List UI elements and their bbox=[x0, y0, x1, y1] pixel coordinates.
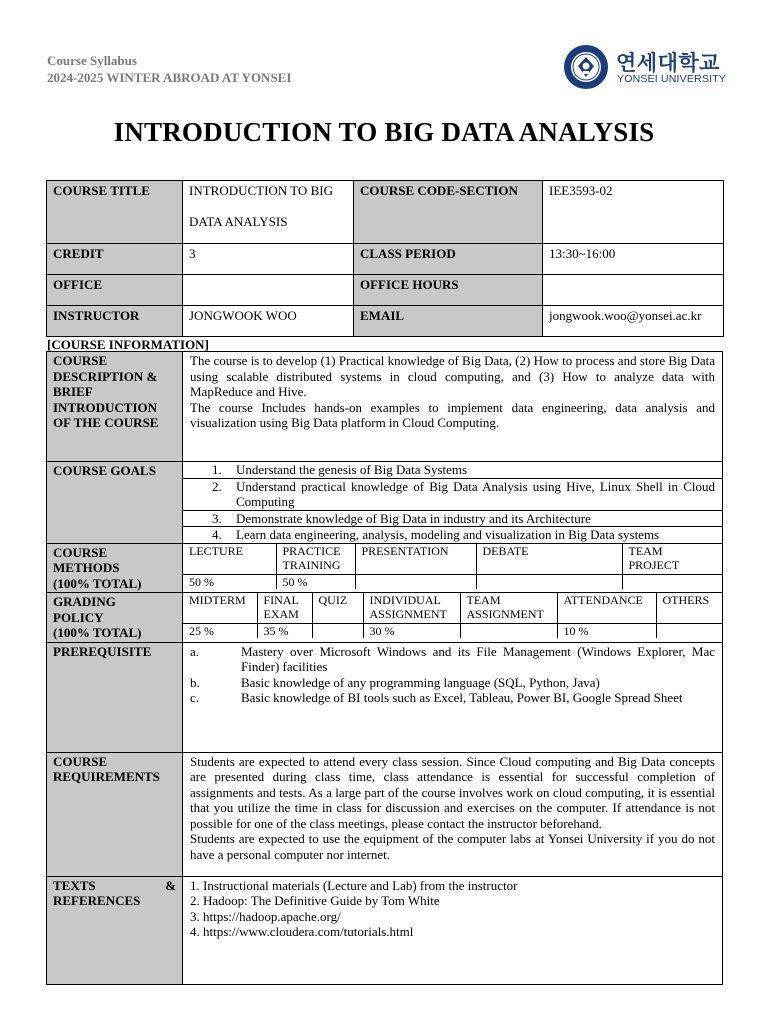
label-prerequisite: PREREQUISITE bbox=[47, 642, 183, 752]
value-office-hours bbox=[543, 275, 724, 306]
description-paragraph: The course is to develop (1) Practical knowledge of Big Data, (2) How to process and store Big Data using scalable distributed systems in cloud computing, and (3) How to analyze data with MapReduce and Hive. bbox=[190, 353, 715, 399]
grading-value: 25 % bbox=[183, 623, 257, 638]
method-header: LECTURE bbox=[189, 543, 243, 558]
header-line-term: 2024-2025 WINTER ABROAD AT YONSEI bbox=[47, 70, 292, 85]
logo-korean-text: 연세대학교 bbox=[616, 51, 720, 75]
requirements-label-line: COURSE bbox=[53, 753, 108, 769]
grading-header: TEAM ASSIGNMENT bbox=[460, 593, 557, 623]
description-label-line: BRIEF bbox=[53, 384, 93, 399]
prerequisite-key: c. bbox=[190, 690, 200, 705]
course-goals bbox=[183, 462, 723, 544]
goal-item bbox=[183, 462, 722, 479]
label-credit: CREDIT bbox=[47, 244, 183, 275]
label-class-period: CLASS PERIOD bbox=[354, 244, 543, 275]
description-label-line: INTRODUCTION bbox=[53, 399, 158, 415]
value-email: jongwook.woo@yonsei.ac.kr bbox=[543, 306, 724, 337]
grading-value: 35 % bbox=[257, 623, 312, 638]
goal-number: 3. bbox=[212, 510, 222, 526]
methods-label-line: (100% TOTAL) bbox=[53, 575, 142, 591]
reference-item: 1. Instructional materials (Lecture and Lab) from the instructor bbox=[190, 877, 518, 893]
course-requirements bbox=[183, 752, 723, 876]
label-instructor: INSTRUCTOR bbox=[47, 306, 183, 337]
prerequisite-text: Mastery over Microsoft Windows and its File Management (Windows Explorer, Mac Finder) facilities bbox=[241, 643, 715, 674]
label-office-hours: OFFICE HOURS bbox=[354, 275, 543, 306]
requirements-paragraph: Students are expected to attend every class session. Since Cloud computing and Big Data concepts are presented during class time, class attendance is essential for successful completion of assignments and tests. As a large part of the course involves work on cloud computing, it is essential that you utilize the time in class for discussion and exercises on the computer. If attendance is not possible for one of the class meetings, please contact the instructor beforehand. bbox=[190, 753, 715, 831]
grading-value bbox=[460, 623, 557, 638]
reference-item: 2. Hadoop: The Definitive Guide by Tom White bbox=[190, 893, 440, 908]
prerequisite-item bbox=[190, 690, 715, 706]
method-value: 50 % bbox=[183, 575, 276, 590]
prerequisite-text: Basic knowledge of any programming language (SQL, Python, Java) bbox=[241, 674, 600, 690]
prerequisite-item bbox=[190, 644, 715, 675]
prerequisite-text: Basic knowledge of BI tools such as Excel, Tableau, Power BI, Google Spread Sheet bbox=[241, 690, 683, 705]
method-header: PRACTICE TRAINING bbox=[276, 544, 355, 575]
prerequisite bbox=[183, 642, 723, 752]
course-details-table bbox=[46, 351, 723, 985]
label-course-goals: COURSE GOALS bbox=[47, 462, 183, 544]
goal-text: Learn data engineering, analysis, modeling and visualization in Big Data systems bbox=[236, 527, 660, 542]
requirements-label-line: REQUIREMENTS bbox=[53, 769, 160, 784]
value-class-period: 13:30~16:00 bbox=[543, 244, 724, 275]
grading-header: OTHERS bbox=[656, 593, 722, 623]
goal-text: Demonstrate knowledge of Big Data in industry and its Architecture bbox=[236, 510, 591, 526]
method-value: 50 % bbox=[276, 575, 355, 590]
label-course-title: COURSE TITLE bbox=[47, 181, 183, 244]
course-description bbox=[183, 352, 723, 462]
course-methods bbox=[183, 543, 723, 593]
course-information-heading: [COURSE INFORMATION] bbox=[47, 337, 209, 352]
course-title-line1: INTRODUCTION TO BIG bbox=[189, 183, 333, 198]
value-instructor: JONGWOOK WOO bbox=[183, 306, 354, 337]
grading-label-line: (100% TOTAL) bbox=[53, 625, 142, 640]
texts-references bbox=[183, 876, 723, 984]
texts-label-word: TEXTS bbox=[53, 877, 96, 893]
course-info-table bbox=[46, 180, 724, 337]
document-title: INTRODUCTION TO BIG DATA ANALYSIS bbox=[113, 117, 655, 147]
prerequisite-key: a. bbox=[190, 643, 200, 659]
goal-item bbox=[183, 479, 722, 511]
requirements-paragraph: Students are expected to use the equipment of the computer labs at Yonsei University if you do not have a personal computer nor internet. bbox=[190, 831, 715, 862]
grading-header: FINAL EXAM bbox=[257, 593, 312, 623]
label-course-description bbox=[47, 352, 183, 462]
method-value bbox=[355, 575, 476, 590]
label-texts-references bbox=[47, 876, 183, 984]
grading-header: MIDTERM bbox=[189, 593, 246, 607]
description-label-line: DESCRIPTION & bbox=[53, 368, 158, 384]
goal-number: 4. bbox=[212, 527, 222, 542]
goal-text: Understand the genesis of Big Data Systems bbox=[236, 462, 468, 477]
grading-header: INDIVIDUAL ASSIGNMENT bbox=[363, 593, 460, 623]
texts-label-amp: & bbox=[165, 877, 176, 893]
value-office bbox=[183, 275, 354, 306]
goals-list bbox=[183, 462, 722, 543]
methods-label-line: COURSE bbox=[53, 544, 108, 560]
prerequisite-key: b. bbox=[190, 674, 200, 690]
grading-value: 30 % bbox=[363, 623, 460, 638]
goal-item bbox=[183, 527, 722, 543]
label-course-methods bbox=[47, 543, 183, 593]
grading-table bbox=[183, 593, 722, 638]
grading-value: 10 % bbox=[557, 623, 656, 638]
course-title-line2: DATA ANALYSIS bbox=[189, 214, 288, 229]
logo-english-text: YONSEI UNIVERSITY bbox=[617, 73, 727, 85]
goal-text: Understand practical knowledge of Big Data Analysis using Hive, Linux Shell in Cloud Computing bbox=[236, 478, 715, 509]
value-course-title bbox=[183, 181, 354, 244]
grading-label-line: GRADING bbox=[53, 594, 116, 609]
method-header: TEAM PROJECT bbox=[622, 544, 722, 575]
reference-item: 4. https://www.cloudera.com/tutorials.html bbox=[190, 924, 414, 939]
yonsei-logo bbox=[563, 44, 725, 92]
description-paragraph: The course Includes hands-on examples to implement data engineering, data analysis and visualization using Big Data platform in Cloud Computing. bbox=[190, 399, 715, 430]
grading-value bbox=[312, 623, 363, 638]
grading-header: ATTENDANCE bbox=[557, 593, 656, 623]
description-label-line: OF THE COURSE bbox=[53, 415, 159, 430]
label-course-code: COURSE CODE-SECTION bbox=[354, 181, 543, 244]
grading-header: QUIZ bbox=[312, 593, 363, 623]
value-credit: 3 bbox=[183, 244, 354, 275]
header-line-syllabus: Course Syllabus bbox=[47, 53, 137, 68]
methods-table bbox=[183, 544, 722, 590]
goal-number: 2. bbox=[212, 478, 222, 494]
texts-label-line: REFERENCES bbox=[53, 893, 141, 908]
grading-policy bbox=[183, 593, 723, 643]
grading-value bbox=[656, 623, 722, 638]
method-header: PRESENTATION bbox=[355, 544, 476, 575]
description-label-line: COURSE bbox=[53, 353, 108, 368]
goal-item bbox=[183, 511, 722, 528]
texts-label-line bbox=[53, 878, 176, 894]
goal-number: 1. bbox=[212, 462, 222, 477]
prerequisite-item bbox=[190, 675, 715, 691]
yonsei-seal-icon bbox=[563, 44, 609, 90]
method-header: DEBATE bbox=[476, 544, 622, 575]
methods-label-line: METHODS bbox=[53, 560, 120, 575]
label-office: OFFICE bbox=[47, 275, 183, 306]
label-course-requirements bbox=[47, 752, 183, 876]
document-header bbox=[47, 52, 291, 86]
method-value bbox=[622, 575, 722, 590]
reference-item: 3. https://hadoop.apache.org/ bbox=[190, 908, 341, 924]
label-email: EMAIL bbox=[354, 306, 543, 337]
value-course-code: IEE3593-02 bbox=[543, 181, 724, 244]
label-grading-policy bbox=[47, 593, 183, 643]
method-value bbox=[476, 575, 622, 590]
grading-label-line: POLICY bbox=[53, 609, 104, 625]
